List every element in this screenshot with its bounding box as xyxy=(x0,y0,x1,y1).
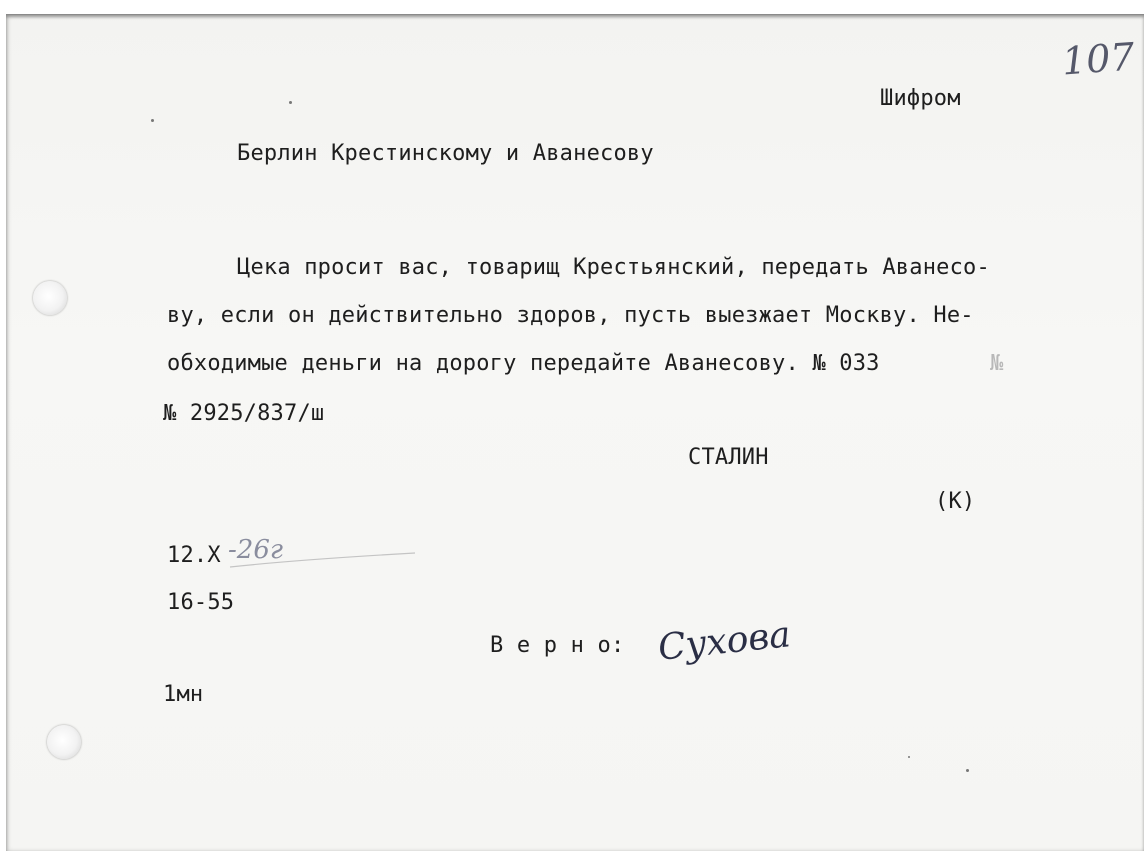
paper-sheet xyxy=(6,14,1144,851)
folio-number: 107 xyxy=(1060,34,1136,84)
struck-mark: № xyxy=(990,351,1004,376)
paper-speck xyxy=(966,769,969,772)
body-line-3: обходимые деньги на дорогу передайте Аванесову. № 033 xyxy=(167,351,880,376)
addressee-line: Берлин Крестинскому и Аванесову xyxy=(237,141,654,166)
copies-count: 1мн xyxy=(163,682,204,707)
date-typed: 12.Х xyxy=(167,543,221,568)
punch-hole-bottom xyxy=(47,725,81,759)
code-mark: (К) xyxy=(935,489,976,514)
verified-signature: Сухова xyxy=(656,614,793,669)
paper-speck xyxy=(289,101,292,104)
pencil-stroke xyxy=(225,545,425,575)
paper-speck xyxy=(908,756,910,758)
signature-name: СТАЛИН xyxy=(688,445,769,470)
verified-label: В е р н о: xyxy=(490,633,625,658)
body-line-2: ву, если он действительно здоров, пусть выезжает Москву. Не- xyxy=(167,303,974,328)
classification-label: Шифром xyxy=(880,86,961,111)
date-handwritten: -26г xyxy=(228,535,284,565)
body-line-1: Цека просит вас, товарищ Крестьянский, передать Аванесо- xyxy=(237,255,990,280)
time-stamp: 16-55 xyxy=(167,590,235,615)
punch-hole-top xyxy=(33,281,67,315)
paper-speck xyxy=(151,119,154,122)
body-line-4: № 2925/837/ш xyxy=(163,401,325,426)
